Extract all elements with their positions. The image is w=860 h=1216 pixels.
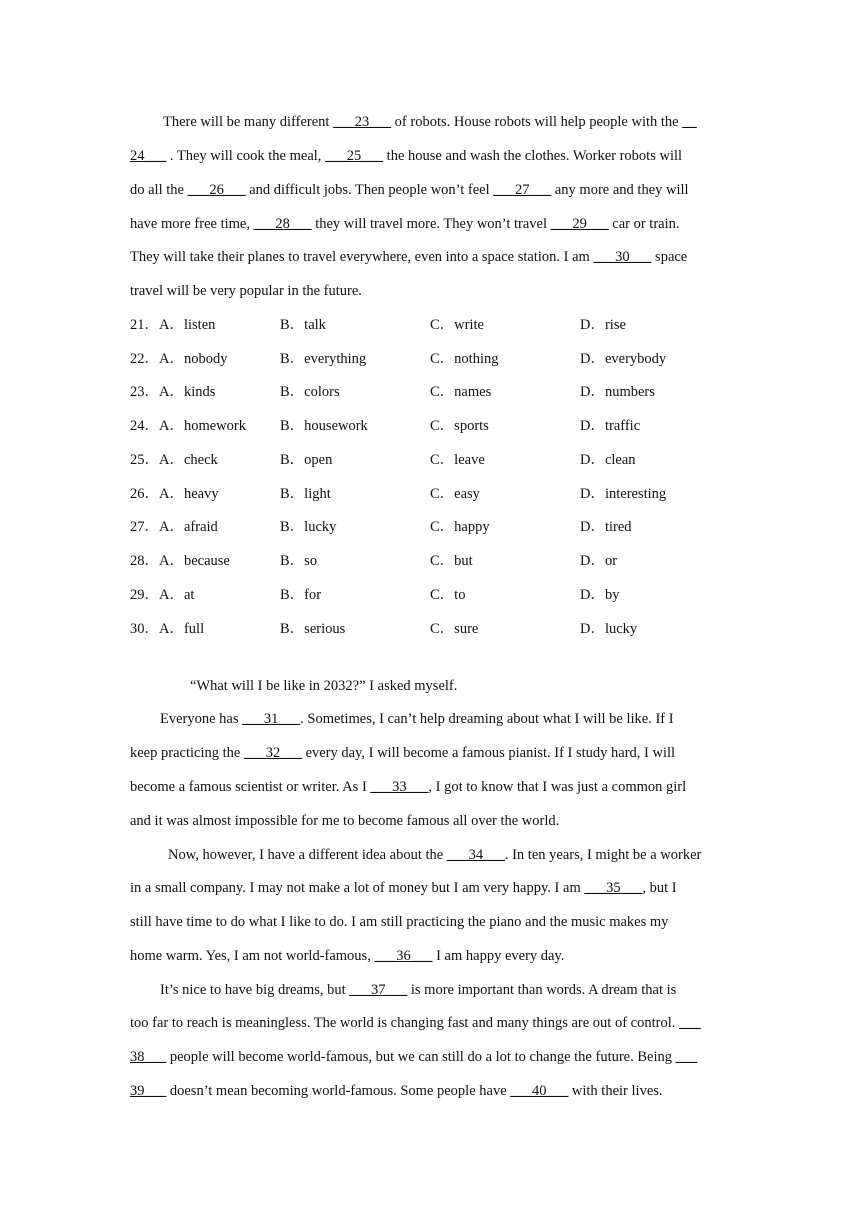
question-option-c: C．sure — [430, 621, 479, 637]
passage-1-line — [130, 215, 735, 233]
passage-1-line — [130, 282, 735, 300]
question-option-b: B．colors — [280, 384, 340, 400]
answer-blank: ___32___ — [243, 745, 302, 761]
question-option-b: B．open — [280, 452, 333, 468]
passage-2-line — [130, 846, 773, 864]
question-option-d: D．or — [580, 553, 618, 569]
passage-2-line — [130, 1014, 735, 1032]
question-row — [130, 518, 735, 536]
answer-blank: 24___ — [130, 148, 167, 164]
passage-text: doesn’t mean becoming world-famous. Some people have — [166, 1083, 511, 1099]
answer-blank: ___29___ — [550, 216, 609, 232]
passage-2-line — [130, 677, 795, 695]
question-option-d: D．by — [580, 587, 620, 603]
question-option-a: 23．A．kinds — [130, 384, 216, 400]
passage-text: There will be many different — [163, 114, 334, 130]
question-option-c: C．happy — [430, 519, 490, 535]
answer-blank: ___26___ — [187, 182, 246, 198]
passage-text: of robots. House robots will help people with the — [391, 114, 683, 130]
passage-text: I am happy every day. — [432, 948, 565, 964]
passage-text: . Sometimes, I can’t help dreaming about what I will be like. If I — [300, 711, 674, 727]
passage-text: . In ten years, I might be a worker — [504, 847, 702, 863]
question-option-b: B．for — [280, 587, 322, 603]
question-option-c: C．nothing — [430, 351, 499, 367]
question-row — [130, 316, 735, 334]
passage-text: they will travel more. They won’t travel — [311, 216, 551, 232]
question-option-b: B．lucky — [280, 519, 337, 535]
passage-2-line — [130, 778, 735, 796]
answer-blank: 39___ — [130, 1083, 167, 1099]
answer-blank: ___27___ — [493, 182, 552, 198]
question-option-c: C．write — [430, 317, 484, 333]
answer-blank: ___34___ — [446, 847, 505, 863]
passage-text: still have time to do what I like to do. I am still practicing the piano and the music makes my — [130, 914, 669, 930]
answer-blank: ___ — [675, 1049, 698, 1065]
question-option-b: B．everything — [280, 351, 367, 367]
passage-text: too far to reach is meaningless. The world is changing fast and many things are out of control. — [130, 1015, 679, 1031]
passage-text: any more and they will — [551, 182, 689, 198]
answer-blank: ___35___ — [584, 880, 643, 896]
passage-2-line — [130, 812, 735, 830]
passage-2-line — [130, 710, 765, 728]
question-row — [130, 451, 735, 469]
question-option-c: C．but — [430, 553, 473, 569]
question-option-d: D．everybody — [580, 351, 667, 367]
answer-blank: __ — [682, 114, 697, 130]
answer-blank: ___25___ — [325, 148, 384, 164]
passage-text: home warm. Yes, I am not world-famous, — [130, 948, 375, 964]
question-option-d: D．traffic — [580, 418, 641, 434]
question-option-a: 21．A．listen — [130, 317, 216, 333]
question-option-b: B．so — [280, 553, 318, 569]
question-option-b: B．housework — [280, 418, 368, 434]
question-option-d: D．tired — [580, 519, 632, 535]
question-option-a: 29．A．at — [130, 587, 195, 603]
passage-2-line — [130, 879, 735, 897]
question-row — [130, 417, 735, 435]
passage-text: Now, however, I have a different idea about the — [168, 847, 447, 863]
answer-blank: ___23___ — [333, 114, 392, 130]
question-option-c: C．leave — [430, 452, 485, 468]
passage-text: , I got to know that I was just a common girl — [428, 779, 687, 795]
answer-blank: ___36___ — [374, 948, 433, 964]
question-row — [130, 552, 735, 570]
passage-text: people will become world-famous, but we can still do a lot to change the future. Being — [166, 1049, 676, 1065]
question-option-d: D．rise — [580, 317, 626, 333]
question-option-c: C．easy — [430, 486, 480, 502]
passage-text: the house and wash the clothes. Worker robots will — [383, 148, 683, 164]
passage-2-line — [130, 744, 735, 762]
passage-2-line — [130, 981, 765, 999]
passage-1-line — [130, 113, 768, 131]
question-option-a: 30．A．full — [130, 621, 205, 637]
passage-text: with their lives. — [568, 1083, 663, 1099]
passage-text: become a famous scientist or writer. As I — [130, 779, 371, 795]
passage-text: and it was almost impossible for me to become famous all over the world. — [130, 813, 560, 829]
passage-text: space — [651, 249, 688, 265]
question-row — [130, 485, 735, 503]
passage-text: “What will I be like in 2032?” I asked myself. — [190, 678, 458, 694]
passage-text: and difficult jobs. Then people won’t feel — [245, 182, 494, 198]
passage-2-line — [130, 1082, 735, 1100]
question-option-c: C．sports — [430, 418, 489, 434]
question-option-b: B．serious — [280, 621, 346, 637]
question-option-c: C．names — [430, 384, 492, 400]
question-row — [130, 586, 735, 604]
passage-text: keep practicing the — [130, 745, 244, 761]
question-option-d: D．lucky — [580, 621, 638, 637]
question-option-a: 25．A．check — [130, 452, 218, 468]
answer-blank: ___28___ — [253, 216, 312, 232]
passage-text: . They will cook the meal, — [166, 148, 326, 164]
passage-text: have more free time, — [130, 216, 254, 232]
passage-1-line — [130, 248, 735, 266]
passage-text: It’s nice to have big dreams, but — [160, 982, 350, 998]
passage-1-line — [130, 147, 735, 165]
question-row — [130, 383, 735, 401]
question-option-c: C．to — [430, 587, 466, 603]
answer-blank: ___31___ — [242, 711, 301, 727]
passage-text: do all the — [130, 182, 188, 198]
passage-1-line — [130, 181, 735, 199]
question-option-b: B．talk — [280, 317, 326, 333]
question-option-a: 26．A．heavy — [130, 486, 219, 502]
answer-blank: ___40___ — [510, 1083, 569, 1099]
passage-2-line — [130, 947, 735, 965]
passage-2-line — [130, 913, 735, 931]
passage-text: car or train. — [608, 216, 680, 232]
passage-text: is more important than words. A dream that is — [407, 982, 677, 998]
passage-text: every day, I will become a famous pianist. If I study hard, I will — [301, 745, 676, 761]
answer-blank: ___ — [678, 1015, 701, 1031]
question-row — [130, 350, 735, 368]
question-option-b: B．light — [280, 486, 331, 502]
answer-blank: ___33___ — [370, 779, 429, 795]
question-option-a: 22．A．nobody — [130, 351, 228, 367]
question-option-d: D．clean — [580, 452, 636, 468]
question-option-d: D．interesting — [580, 486, 667, 502]
question-option-d: D．numbers — [580, 384, 655, 400]
passage-text: , but I — [642, 880, 677, 896]
passage-text: in a small company. I may not make a lot of money but I am very happy. I am — [130, 880, 585, 896]
answer-blank: 38___ — [130, 1049, 167, 1065]
passage-text: They will take their planes to travel everywhere, even into a space station. I am — [130, 249, 594, 265]
passage-text: travel will be very popular in the future. — [130, 283, 362, 299]
question-row — [130, 620, 735, 638]
answer-blank: ___37___ — [349, 982, 408, 998]
question-option-a: 27．A．afraid — [130, 519, 218, 535]
question-option-a: 24．A．homework — [130, 418, 246, 434]
passage-text: Everyone has — [160, 711, 243, 727]
passage-2-line — [130, 1048, 735, 1066]
question-option-a: 28．A．because — [130, 553, 230, 569]
answer-blank: ___30___ — [593, 249, 652, 265]
